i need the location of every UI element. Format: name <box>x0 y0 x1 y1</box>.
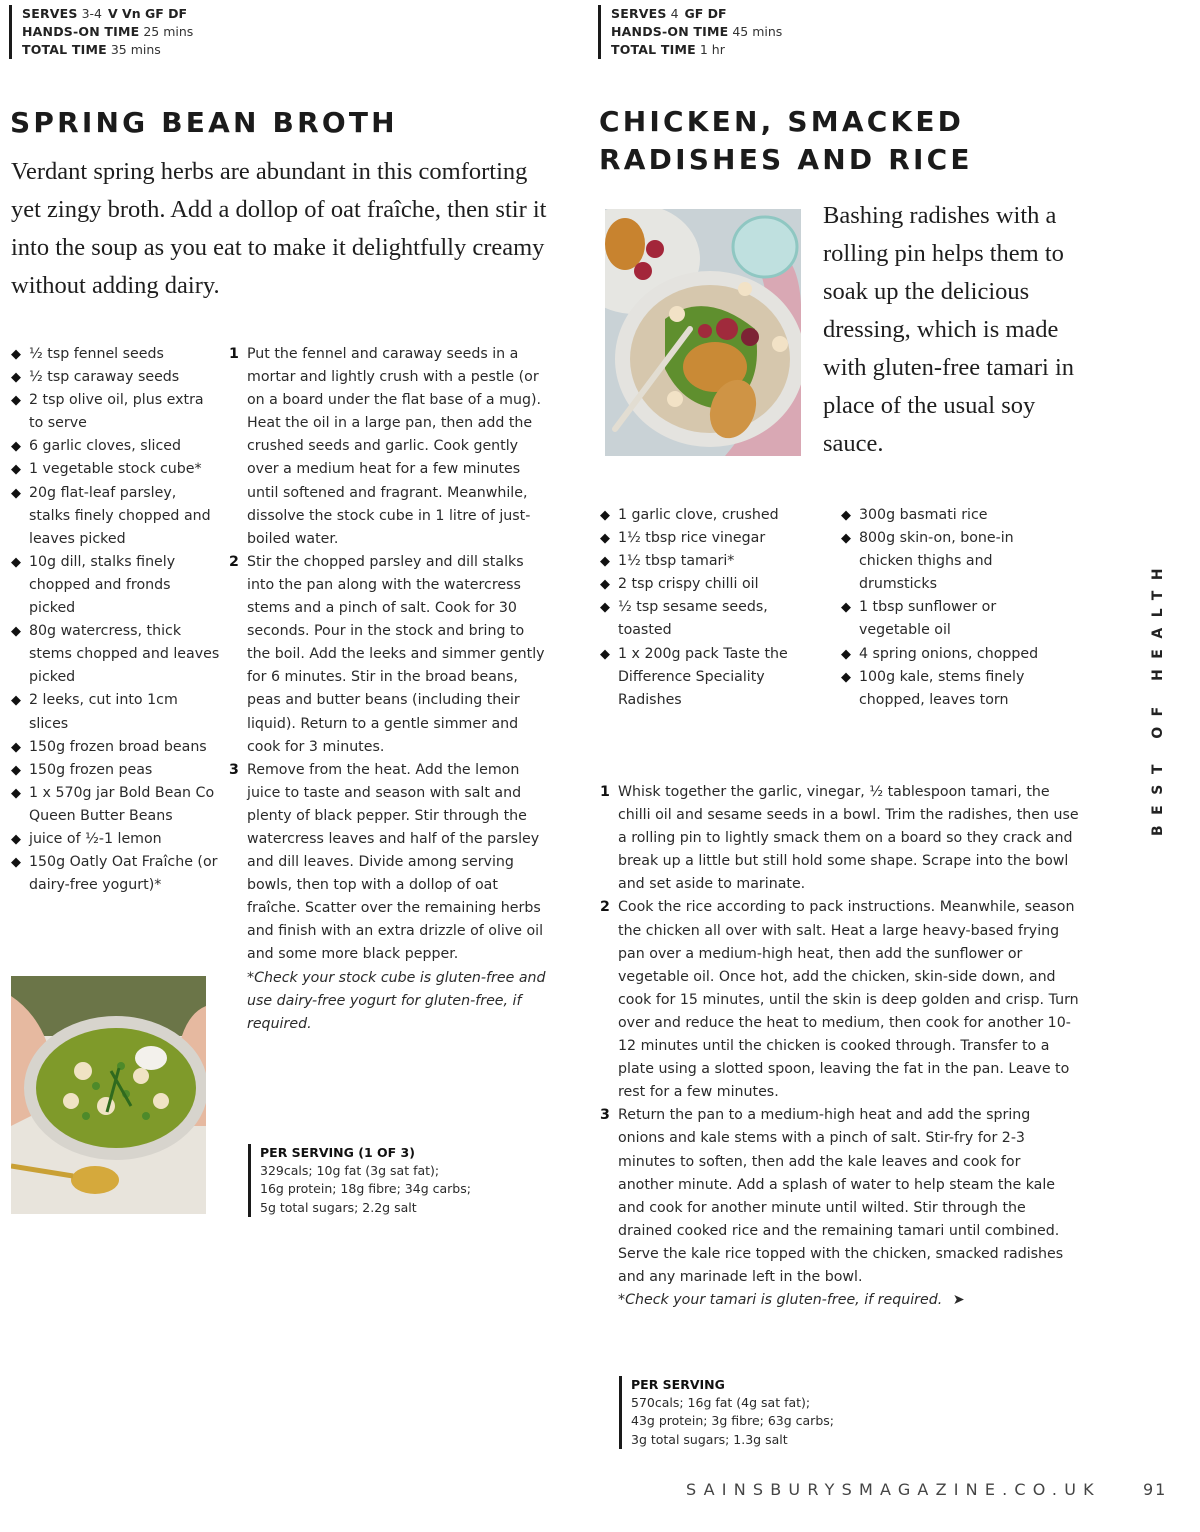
ingredient-item: ◆ 2 tsp crispy chilli oil <box>600 573 800 596</box>
step-number: 1 <box>229 346 239 362</box>
diamond-bullet-icon: ◆ <box>11 855 21 871</box>
recipe2-ingredients-col1 <box>600 504 800 712</box>
ingredient-item: ◆ 1½ tbsp rice vinegar <box>600 527 800 550</box>
nutrition-line: 3g total sugars; 1.3g salt <box>631 1431 788 1447</box>
diamond-bullet-icon: ◆ <box>11 393 21 409</box>
hands-on-value: 45 mins <box>732 24 783 39</box>
diamond-bullet-icon: ◆ <box>11 739 21 755</box>
diamond-bullet-icon: ◆ <box>600 646 610 662</box>
diamond-bullet-icon: ◆ <box>600 600 610 616</box>
hands-on-label: HANDS-ON TIME <box>611 24 729 39</box>
ingredient-item: ◆ 2 tsp olive oil, plus extra to serve <box>11 389 221 435</box>
nutrition-line: 329cals; 10g fat (3g sat fat); <box>260 1163 440 1179</box>
ingredient-item: ◆ 80g watercress, thick stems chopped and leaves picked <box>11 620 221 689</box>
recipe2-standfirst: Bashing radishes with a rolling pin helps them to soak up the delicious dressing, which is made with gluten-free tamari in place of the usual soy sauce. <box>823 202 1075 457</box>
diamond-bullet-icon: ◆ <box>11 462 21 478</box>
recipe2-title <box>599 103 973 179</box>
step-number: 2 <box>600 899 610 916</box>
serves-label: SERVES <box>611 6 667 21</box>
diamond-bullet-icon: ◆ <box>11 554 21 570</box>
hands-on-label: HANDS-ON TIME <box>22 24 140 39</box>
ingredient-item: ◆ 150g frozen broad beans <box>11 736 221 759</box>
ingredient-item: ◆ 1 vegetable stock cube* <box>11 458 221 481</box>
step-number: 2 <box>229 553 239 570</box>
recipe1-meta <box>9 5 193 59</box>
recipe2-nutrition <box>619 1376 889 1449</box>
ingredient-item: ◆ 6 garlic cloves, sliced <box>11 435 221 458</box>
recipe2-ingredients-col2 <box>841 504 1056 712</box>
diamond-bullet-icon: ◆ <box>11 439 21 455</box>
diamond-bullet-icon: ◆ <box>11 762 21 778</box>
diamond-bullet-icon: ◆ <box>600 531 610 547</box>
ingredient-item: ◆ 150g frozen peas <box>11 759 221 782</box>
section-label: BEST OF HEALTH <box>1150 557 1166 836</box>
method-step: 1 Whisk together the garlic, vinegar, ½ tablespoon tamari, the chilli oil and sesame seeds in a bowl. Trim the radishes, then use a rolling pin to lightly smack them on a board so they crack and break up a little but still hold some shape. Scrape into the bowl and set aside to marinate. <box>600 781 1080 896</box>
method-step: 1 Put the fennel and caraway seeds in a mortar and lightly crush with a pestle (or on a board under the flat base of a mug). Heat the oil in a large pan, then add the crushed seeds and garlic. Cook gently over a medium heat for a few minutes until softened and fragrant. Meanwhile, dissolve the stock cube in 1 litre of just-boiled water. <box>229 343 547 551</box>
recipe1-photo <box>11 976 206 1214</box>
step-number: 3 <box>600 1107 610 1124</box>
recipe2-meta <box>598 5 782 59</box>
diamond-bullet-icon: ◆ <box>11 785 21 801</box>
broth-bowl-illustration <box>11 976 206 1214</box>
diamond-bullet-icon: ◆ <box>600 554 610 570</box>
method-step: 2 Cook the rice according to pack instructions. Meanwhile, season the chicken all over with salt. Heat a large heavy-based frying pan over a medium-high heat, then add the sunflower or vegetable oil. Once hot, add the chicken, skin-side down, and cook for 15 minutes, until the skin is deep golden and crisp. Turn over and reduce the heat to medium, then cook for another 10-12 minutes until the chicken is cooked through. Transfer to a plate using a slotted spoon, leaving the fat in the pan. Leave to rest for a few minutes. <box>600 896 1080 1104</box>
method-step: 3 Return the pan to a medium-high heat and add the spring onions and kale stems with a pinch of salt. Stir-fry for 2-3 minutes to soften, then add the kale leaves and cook for another minute. Add a splash of water to help steam the kale and cook for another minute until wilted. Stir through the drained cooked rice and the remaining tamari until combined. Serve the kale rice topped with the chicken, smacked radishes and any marinade left in the bowl. *Check your tamari is gluten-free, if required. ➤ <box>600 1104 1080 1312</box>
hands-on-value: 25 mins <box>143 24 194 39</box>
continue-arrow-icon: ➤ <box>952 1292 965 1309</box>
nutrition-line: 5g total sugars; 2.2g salt <box>260 1199 417 1215</box>
ingredient-item: ◆ 1 tbsp sunflower or vegetable oil <box>841 596 1056 642</box>
serves-label: SERVES <box>22 6 78 21</box>
diamond-bullet-icon: ◆ <box>841 531 851 547</box>
recipe1-title: SPRING BEAN BROTH <box>10 106 398 139</box>
recipe2-title-line1: CHICKEN, SMACKED <box>599 105 965 138</box>
recipe1-method <box>229 343 547 1036</box>
diet-tags: GF DF <box>684 6 727 21</box>
step-number: 1 <box>600 784 610 800</box>
chicken-plate-illustration <box>605 209 801 456</box>
diamond-bullet-icon: ◆ <box>841 669 851 685</box>
diamond-bullet-icon: ◆ <box>11 624 21 640</box>
nutrition-heading: PER SERVING (1 OF 3) <box>260 1145 415 1160</box>
nutrition-line: 16g protein; 18g fibre; 34g carbs; <box>260 1181 471 1197</box>
diamond-bullet-icon: ◆ <box>11 347 21 362</box>
ingredient-item: ◆ 800g skin-on, bone-in chicken thighs and drumsticks <box>841 527 1056 596</box>
ingredient-item: ◆ 1 x 570g jar Bold Bean Co Queen Butter Beans <box>11 782 221 828</box>
step-number: 3 <box>229 761 239 778</box>
nutrition-line: 43g protein; 3g fibre; 63g carbs; <box>631 1413 834 1429</box>
method-step: 3 Remove from the heat. Add the lemon juice to taste and season with salt and plenty of black pepper. Stir through the watercress leaves and half of the parsley and dill leaves. Divide among serving bowls, then top with a dollop of oat fraîche. Scatter over the remaining herbs and finish with an extra drizzle of olive oil and some more black pepper. *Check your stock cube is gluten-free and use dairy-free yogurt for gluten-free, if required. <box>229 759 547 1036</box>
page-number: 91 <box>1143 1480 1168 1499</box>
nutrition-line: 570cals; 16g fat (4g sat fat); <box>631 1395 811 1411</box>
footer-url: SAINSBURYSMAGAZINE.CO.UK <box>686 1480 1101 1499</box>
diamond-bullet-icon: ◆ <box>11 485 21 501</box>
total-time-value: 35 mins <box>110 42 161 57</box>
total-time-value: 1 hr <box>699 42 725 57</box>
nutrition-heading: PER SERVING <box>631 1377 725 1392</box>
serves-value: 4 <box>670 6 679 21</box>
recipe2-note: *Check your tamari is gluten-free, if required. <box>618 1292 943 1309</box>
ingredient-item: ◆ 10g dill, stalks finely chopped and fronds picked <box>11 551 221 620</box>
diamond-bullet-icon: ◆ <box>841 600 851 616</box>
ingredient-item: ◆ 150g Oatly Oat Fraîche (or dairy-free yogurt)* <box>11 851 221 897</box>
ingredient-item: ◆ 1½ tbsp tamari* <box>600 550 800 573</box>
ingredient-item: ◆ 300g basmati rice <box>841 504 1056 527</box>
diamond-bullet-icon: ◆ <box>600 577 610 593</box>
diamond-bullet-icon: ◆ <box>11 370 21 386</box>
recipe1-standfirst: Verdant spring herbs are abundant in this comforting yet zingy broth. Add a dollop of oat fraîche, then stir it into the soup as you eat to make it delightfully creamy without adding dairy. <box>11 158 547 299</box>
ingredient-item: ◆ 20g flat-leaf parsley, stalks finely chopped and leaves picked <box>11 482 221 551</box>
recipe1-nutrition <box>248 1144 508 1217</box>
method-step: 2 Stir the chopped parsley and dill stalks into the pan along with the watercress stems and a pinch of salt. Cook for 30 seconds. Pour in the stock and bring to the boil. Add the leeks and simmer gently for 6 minutes. Stir in the broad beans, peas and butter beans (including their liquid). Return to a gentle simmer and cook for 3 minutes. <box>229 551 547 759</box>
serves-value: 3-4 <box>81 6 102 21</box>
diamond-bullet-icon: ◆ <box>11 831 21 847</box>
recipe1-note: *Check your stock cube is gluten-free and use dairy-free yogurt for gluten-free, if required. <box>247 969 546 1032</box>
ingredient-item: ◆ 100g kale, stems finely chopped, leaves torn <box>841 666 1056 712</box>
recipe1-ingredients <box>11 343 221 897</box>
recipe2-title-line2: RADISHES AND RICE <box>599 143 973 176</box>
ingredient-item: ◆ ½ tsp fennel seeds <box>11 343 221 366</box>
ingredient-item: ◆ ½ tsp sesame seeds, toasted <box>600 596 800 642</box>
ingredient-item: ◆ 1 garlic clove, crushed <box>600 504 800 527</box>
recipe2-method <box>600 781 1080 1312</box>
diet-tags: V Vn GF DF <box>108 6 188 21</box>
diamond-bullet-icon: ◆ <box>11 693 21 709</box>
ingredient-item: ◆ juice of ½-1 lemon <box>11 828 221 851</box>
diamond-bullet-icon: ◆ <box>600 508 610 523</box>
diamond-bullet-icon: ◆ <box>841 646 851 662</box>
ingredient-item: ◆ 1 x 200g pack Taste the Difference Speciality Radishes <box>600 643 800 712</box>
ingredient-item: ◆ 4 spring onions, chopped <box>841 643 1056 666</box>
diamond-bullet-icon: ◆ <box>841 508 851 523</box>
recipe2-photo <box>605 209 801 456</box>
ingredient-item: ◆ ½ tsp caraway seeds <box>11 366 221 389</box>
total-time-label: TOTAL TIME <box>22 42 107 57</box>
ingredient-item: ◆ 2 leeks, cut into 1cm slices <box>11 689 221 735</box>
total-time-label: TOTAL TIME <box>611 42 696 57</box>
